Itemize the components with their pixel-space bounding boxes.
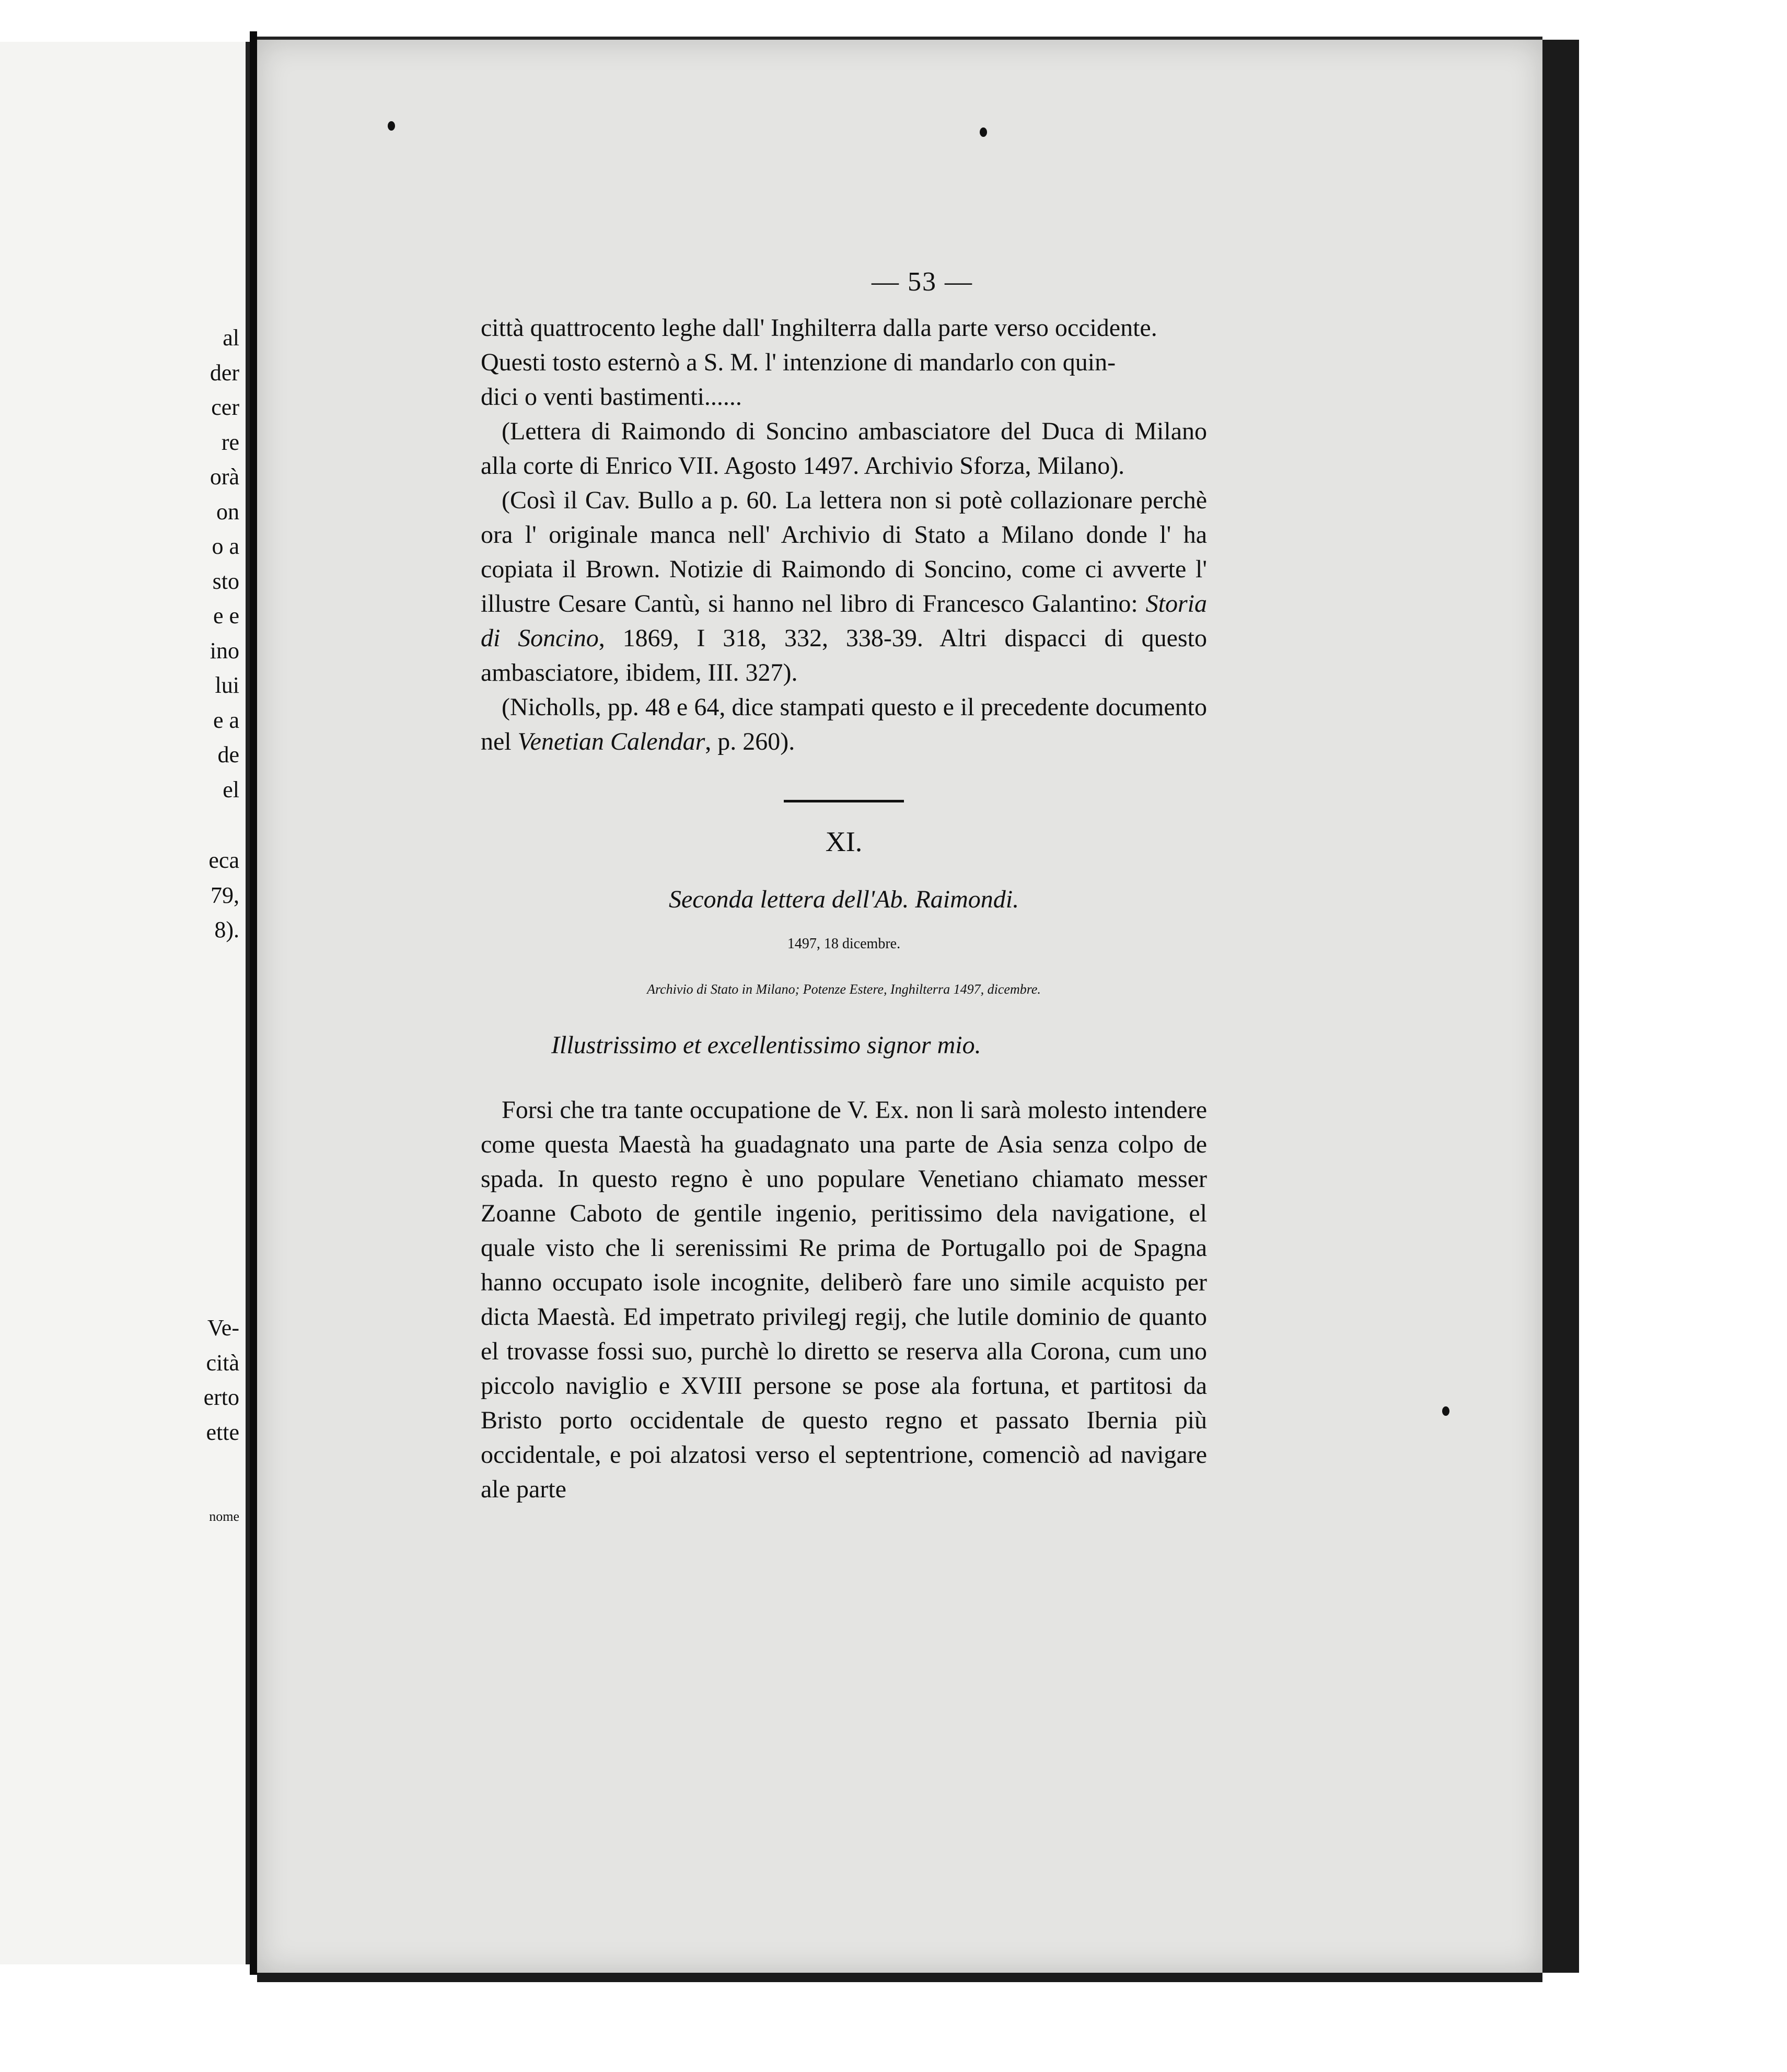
note-text: (Nicholls, pp. 48 e 64, dice stampati questo e il precedente documento nel — [481, 693, 1207, 755]
continuation-line: città quattrocento leghe dall' Inghilterra dalla parte verso occidente. — [481, 314, 1157, 342]
book-gutter — [250, 31, 257, 1975]
left-fragment: on — [216, 499, 239, 525]
letter-title: Seconda lettera dell'Ab. Raimondi. — [668, 886, 1019, 913]
book-title: Venetian Calendar — [517, 728, 705, 755]
left-fragment: lui — [215, 672, 239, 698]
left-fragment: cer — [211, 394, 239, 420]
left-fragment: Ve- — [207, 1315, 239, 1341]
section-number: XI. — [825, 826, 863, 857]
page-number: — 53 — — [872, 267, 973, 297]
note-paragraph — [481, 483, 1207, 690]
left-fragment: 8). — [214, 917, 239, 942]
note-text: , p. 260). — [705, 728, 795, 755]
scan-speck — [980, 127, 987, 137]
left-fragment: el — [223, 777, 239, 802]
note-paragraph: (Lettera di Raimondo di Soncino ambasciatore del Duca di Milano alla corte di Enrico VII. Agosto 1497. Archivio Sforza, Milano). — [481, 417, 1207, 480]
left-fragment: orà — [210, 464, 239, 490]
left-facing-page — [0, 42, 250, 1964]
left-fragment: re — [221, 429, 239, 455]
section-divider — [784, 800, 904, 802]
scan-speck — [1442, 1406, 1449, 1416]
letter-body: Forsi che tra tante occupatione de V. Ex. non li sarà molesto intendere come questa Maestà ha guadagnato una parte de Asia senza colpo de spada. In questo regno è uno populare Venetiano chiamato messer Zoanne Caboto de gentile ingenio, peritissimo dela navigatione, el quale visto che li serenissimi Re prima de Portugallo poi de Spagna hanno occupato isole incognite, deliberò fare uno simile acquisto per dicta Maestà. Ed impetrato privilegj regij, che lutile dominio de quanto el trovasse fossi suo, purchè lo diretto se reserva alla Corona, cum uno piccolo naviglio e XVIII persone se pose ala fortuna, et partitosi da Bristo porto occidentale de questo regno et passato Ibernia più occidentale, e poi alzatosi verso el septentrione, comenciò ad navigare ale parte — [481, 1096, 1207, 1503]
continuation-line: Questi tosto esternò a S. M. l' intenzione di mandarlo con quin- — [481, 348, 1116, 376]
page-text-block — [481, 266, 1207, 1507]
left-fragment: al — [223, 325, 239, 351]
left-fragment: e a — [213, 707, 239, 733]
note-text: , 1869, I 318, 332, 338-39. Altri dispacci di questo ambasciatore, ibidem, III. 327). — [481, 624, 1207, 686]
continuation-line: dici o venti bastimenti...... — [481, 383, 742, 411]
left-fragment: e e — [213, 603, 239, 628]
note-paragraph — [481, 690, 1207, 759]
letter-date: 1497, 18 dicembre. — [787, 936, 901, 952]
left-fragment: sto — [212, 568, 239, 594]
left-fragment: o a — [212, 533, 239, 559]
scan-speck — [388, 121, 395, 131]
left-fragment: erto — [203, 1384, 239, 1410]
letter-salutation: Illustrissimo et excellentissimo signor mio. — [551, 1031, 981, 1059]
left-fragment: der — [210, 360, 239, 386]
note-text: (Così il Cav. Bullo a p. 60. La lettera non si potè collazionare perchè ora l' originale manca nell' Archivio di Stato a Milano donde l' ha copiata il Brown. Notizie di Raimondo di Soncino, come ci avverte l' illustre Cesare Cantù, si hanno nel libro di Francesco Galantino: — [481, 486, 1207, 618]
page-edge-bottom — [257, 1973, 1542, 1982]
left-fragment: eca — [208, 847, 239, 873]
left-fragment: ino — [210, 638, 239, 663]
left-fragment: de — [217, 742, 239, 767]
left-fragment: nome — [209, 1509, 239, 1524]
left-fragment: 79, — [211, 882, 239, 908]
archive-reference: Archivio di Stato in Milano; Potenze Estere, Inghilterra 1497, dicembre. — [647, 982, 1041, 997]
book-title: Storia di Soncino — [481, 590, 1207, 652]
page-edge-right — [1542, 40, 1579, 1973]
left-fragment: ette — [206, 1419, 239, 1445]
left-fragment: cità — [206, 1350, 239, 1376]
